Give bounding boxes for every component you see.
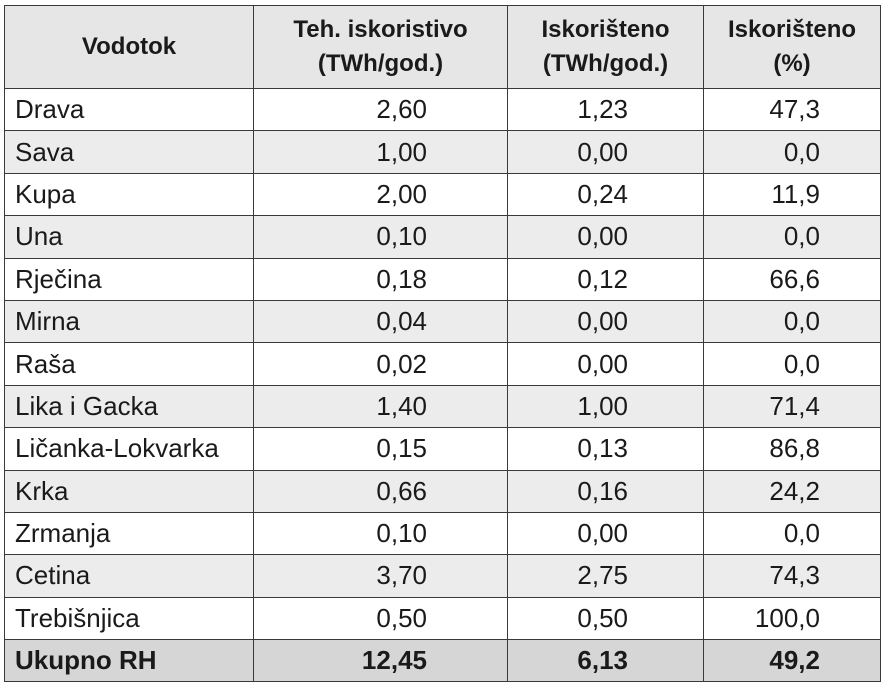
- row-name: Mirna: [5, 300, 254, 342]
- row-tech-usable: 0,04: [254, 300, 508, 342]
- total-row: [5, 640, 881, 682]
- table-row: [5, 89, 881, 131]
- row-tech-usable: 2,60: [254, 89, 508, 131]
- header-used-twh: Iskorišteno (TWh/god.): [508, 6, 704, 89]
- table-row: [5, 343, 881, 385]
- table-row: [5, 555, 881, 597]
- row-name: Cetina: [5, 555, 254, 597]
- row-used-twh: 0,50: [508, 597, 704, 639]
- row-name: Kupa: [5, 173, 254, 215]
- row-tech-usable: 3,70: [254, 555, 508, 597]
- row-tech-usable: 1,40: [254, 385, 508, 427]
- row-name: Raša: [5, 343, 254, 385]
- row-used-percent: 0,0: [704, 343, 881, 385]
- table-container: [4, 5, 881, 682]
- table-row: [5, 597, 881, 639]
- table-row: [5, 428, 881, 470]
- row-used-twh: 0,13: [508, 428, 704, 470]
- row-used-percent: 74,3: [704, 555, 881, 597]
- row-name: Ličanka-Lokvarka: [5, 428, 254, 470]
- table-body: [5, 89, 881, 682]
- row-used-twh: 2,75: [508, 555, 704, 597]
- row-used-percent: 24,2: [704, 470, 881, 512]
- total-pct: 49,2: [704, 640, 881, 682]
- row-tech-usable: 0,10: [254, 512, 508, 554]
- row-name: Sava: [5, 131, 254, 173]
- row-name: Drava: [5, 89, 254, 131]
- row-name: Krka: [5, 470, 254, 512]
- row-used-percent: 0,0: [704, 131, 881, 173]
- row-used-twh: 0,16: [508, 470, 704, 512]
- row-used-percent: 86,8: [704, 428, 881, 470]
- row-used-twh: 0,00: [508, 343, 704, 385]
- total-name: Ukupno RH: [5, 640, 254, 682]
- total-tech: 12,45: [254, 640, 508, 682]
- header-used-percent: Iskorišteno (%): [704, 6, 881, 89]
- header-tech-usable: Teh. iskoristivo (TWh/god.): [254, 6, 508, 89]
- row-used-percent: 0,0: [704, 512, 881, 554]
- row-used-twh: 0,00: [508, 300, 704, 342]
- row-used-percent: 0,0: [704, 216, 881, 258]
- row-used-twh: 0,12: [508, 258, 704, 300]
- row-name: Zrmanja: [5, 512, 254, 554]
- row-name: Rječina: [5, 258, 254, 300]
- table-row: [5, 216, 881, 258]
- table-row: [5, 258, 881, 300]
- table-row: [5, 385, 881, 427]
- row-used-twh: 0,24: [508, 173, 704, 215]
- total-used: 6,13: [508, 640, 704, 682]
- row-name: Lika i Gacka: [5, 385, 254, 427]
- row-name: Trebišnjica: [5, 597, 254, 639]
- row-used-percent: 66,6: [704, 258, 881, 300]
- row-used-twh: 0,00: [508, 216, 704, 258]
- hydropower-table: [4, 5, 881, 682]
- table-row: [5, 131, 881, 173]
- row-used-twh: 0,00: [508, 131, 704, 173]
- row-used-percent: 71,4: [704, 385, 881, 427]
- row-name: Una: [5, 216, 254, 258]
- row-tech-usable: 0,10: [254, 216, 508, 258]
- row-used-percent: 100,0: [704, 597, 881, 639]
- row-used-twh: 0,00: [508, 512, 704, 554]
- row-used-percent: 0,0: [704, 300, 881, 342]
- row-used-percent: 11,9: [704, 173, 881, 215]
- header-vodotok: Vodotok: [5, 6, 254, 89]
- table-row: [5, 512, 881, 554]
- row-tech-usable: 0,50: [254, 597, 508, 639]
- row-used-twh: 1,00: [508, 385, 704, 427]
- row-tech-usable: 1,00: [254, 131, 508, 173]
- row-used-twh: 1,23: [508, 89, 704, 131]
- header-row: [5, 6, 881, 89]
- row-tech-usable: 2,00: [254, 173, 508, 215]
- row-tech-usable: 0,15: [254, 428, 508, 470]
- table-row: [5, 470, 881, 512]
- row-tech-usable: 0,18: [254, 258, 508, 300]
- row-used-percent: 47,3: [704, 89, 881, 131]
- row-tech-usable: 0,02: [254, 343, 508, 385]
- table-row: [5, 300, 881, 342]
- table-row: [5, 173, 881, 215]
- row-tech-usable: 0,66: [254, 470, 508, 512]
